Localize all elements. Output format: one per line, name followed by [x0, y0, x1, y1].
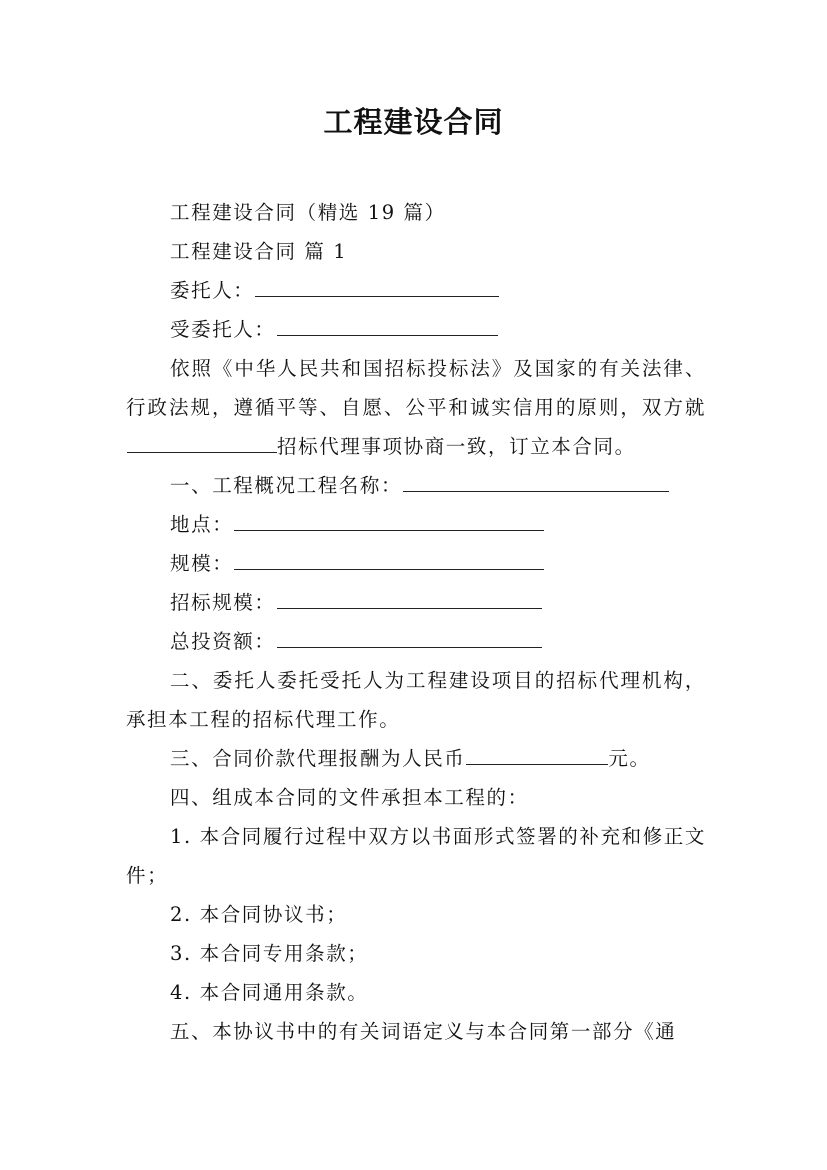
paragraph-section-title: 工程建设合同 篇 1: [170, 240, 348, 263]
agent-label: 受委托人：: [170, 318, 276, 341]
total-investment-label: 总投资额：: [170, 630, 276, 653]
paragraph-item-4: 4. 本合同通用条款。: [170, 981, 369, 1004]
scale-blank: [234, 551, 544, 570]
basis-text-b: 招标代理事项协商一致，订立本合同。: [277, 435, 636, 458]
tender-scale-blank: [277, 590, 542, 609]
paragraph-principal: [126, 271, 706, 310]
clause-3-text-b: 元。: [608, 747, 651, 770]
agent-blank: [277, 317, 498, 336]
project-name-blank: [403, 473, 669, 492]
paragraph-scale: [126, 544, 706, 583]
paragraph-clause-3: [126, 739, 706, 778]
paragraph-basis: [126, 349, 706, 466]
basis-text-a: 依照《中华人民共和国招标投标法》及国家的有关法律、行政法规，遵循平等、自愿、公平和诚实信用的原则，双方就: [126, 357, 706, 419]
paragraph-location: [126, 505, 706, 544]
document-body: [126, 193, 706, 1051]
total-investment-blank: [277, 629, 542, 648]
clause-3-text-a: 三、合同价款代理报酬为人民币: [170, 747, 466, 770]
principal-blank: [255, 278, 499, 297]
paragraph-clause-4: 四、组成本合同的文件承担本工程的：: [170, 786, 529, 809]
paragraph-tender-scale: [126, 583, 706, 622]
paragraph-agent: [126, 310, 706, 349]
paragraph-project-name: [126, 466, 706, 505]
fee-blank: [466, 746, 608, 765]
project-name-label: 一、工程概况工程名称：: [170, 474, 403, 497]
basis-blank: [127, 434, 277, 453]
paragraph-total-investment: [126, 622, 706, 661]
paragraph-collection-title: 工程建设合同（精选 19 篇）: [170, 201, 446, 224]
tender-scale-label: 招标规模：: [170, 591, 276, 614]
paragraph-item-2: 2. 本合同协议书；: [170, 903, 348, 926]
paragraph-item-1: 1. 本合同履行过程中双方以书面形式签署的补充和修正文件；: [126, 825, 707, 887]
paragraph-clause-5: 五、本协议书中的有关词语定义与本合同第一部分《通: [170, 1020, 677, 1043]
location-label: 地点：: [170, 513, 234, 536]
location-blank: [234, 512, 544, 531]
principal-label: 委托人：: [170, 279, 255, 302]
paragraph-clause-2: 二、委托人委托受托人为工程建设项目的招标代理机构，承担本工程的招标代理工作。: [126, 669, 706, 731]
paragraph-item-3: 3. 本合同专用条款；: [170, 942, 369, 965]
scale-label: 规模：: [170, 552, 234, 575]
document-title: 工程建设合同: [323, 105, 504, 139]
